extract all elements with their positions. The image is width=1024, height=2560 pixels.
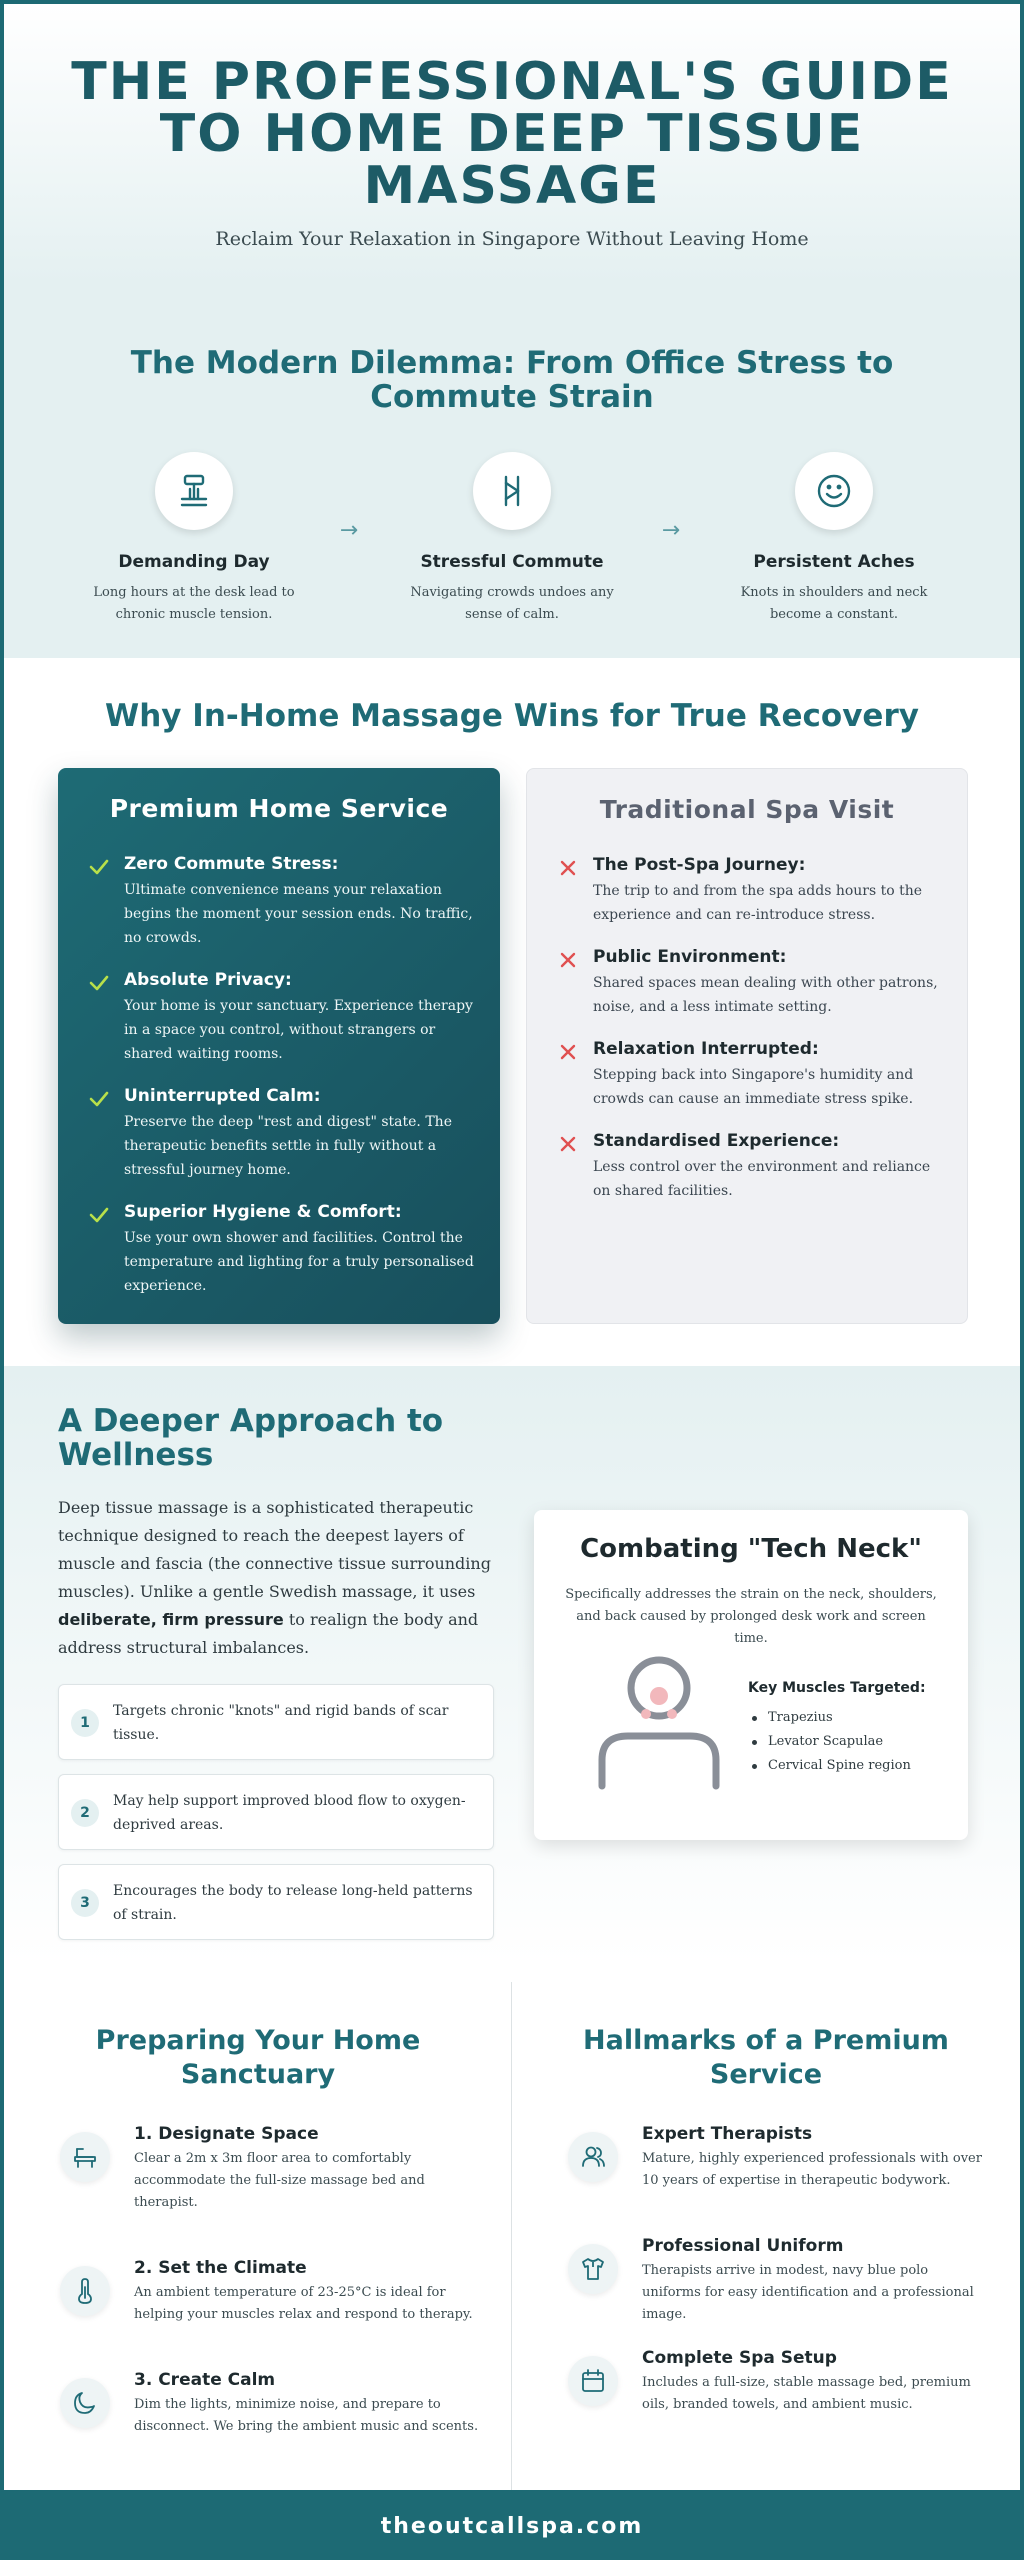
- tech-neck-card: [534, 1510, 968, 1840]
- benefit-text: Targets chronic "knots" and rigid bands of scar tissue.: [113, 1703, 449, 1743]
- feature-desc: Preserve the deep "rest and digest" state. The therapeutic benefits settle in fully without a stressful journey home.: [124, 1114, 452, 1178]
- check-icon: [88, 1088, 110, 1110]
- moon-icon: [60, 2378, 110, 2428]
- item-title: 1. Designate Space: [134, 2124, 319, 2144]
- dilemma-section: [4, 284, 1020, 658]
- feature-title: Absolute Privacy:: [124, 970, 292, 990]
- step-title: Demanding Day: [118, 552, 270, 572]
- why-section: [4, 658, 1020, 1366]
- drawback-title: Public Environment:: [593, 947, 787, 967]
- benefit-text: Encourages the body to release long-held patterns of strain.: [113, 1883, 473, 1923]
- tech-neck-title: Combating "Tech Neck": [580, 1534, 922, 1564]
- spa-drawback: [557, 1131, 947, 1203]
- body-emphasis: deliberate, firm pressure: [58, 1610, 284, 1629]
- cross-icon: [557, 1133, 579, 1155]
- arrow-right-icon: →: [339, 518, 359, 543]
- step-demanding-day: [74, 452, 314, 626]
- why-title: Why In-Home Massage Wins for True Recovery: [105, 698, 919, 734]
- cross-icon: [557, 1041, 579, 1063]
- spa-drawback: [557, 1039, 947, 1111]
- step-title: Stressful Commute: [420, 552, 604, 572]
- train-track-icon: [473, 452, 551, 530]
- item-title: 2. Set the Climate: [134, 2258, 307, 2278]
- drawback-desc: Stepping back into Singapore's humidity and crowds can cause an immediate stress spike.: [593, 1067, 914, 1107]
- item-title: 3. Create Calm: [134, 2370, 276, 2390]
- drawback-title: Relaxation Interrupted:: [593, 1039, 819, 1059]
- muscles-heading: Key Muscles Targeted:: [748, 1680, 926, 1696]
- list-item: Cervical Spine region: [748, 1754, 911, 1778]
- premium-service-card: [58, 768, 500, 1324]
- benefit-item: [58, 1774, 494, 1850]
- step-title: Persistent Aches: [753, 552, 915, 572]
- muscle-list: [748, 1706, 911, 1778]
- item-desc: Includes a full-size, stable massage bed, premium oils, branded towels, and ambient music.: [642, 2375, 971, 2412]
- header: [4, 4, 1020, 284]
- cross-icon: [557, 857, 579, 879]
- benefit-number: 1: [71, 1709, 99, 1737]
- premium-feature: [88, 970, 478, 1066]
- benefit-number: 2: [71, 1799, 99, 1827]
- check-icon: [88, 972, 110, 994]
- page-subtitle: Reclaim Your Relaxation in Singapore Without Leaving Home: [215, 228, 809, 250]
- preparing-item: [60, 2370, 480, 2438]
- step-desc: Navigating crowds undoes any sense of calm.: [410, 585, 614, 622]
- massage-bed-icon: [60, 2132, 110, 2182]
- item-desc: Mature, highly experienced professionals with over 10 years of expertise in therapeutic bodywork.: [642, 2151, 982, 2188]
- preparing-item: [60, 2124, 480, 2214]
- drawback-desc: Less control over the environment and reliance on shared facilities.: [593, 1159, 931, 1199]
- footer-website-link[interactable]: theoutcallspa.com: [380, 2514, 644, 2539]
- page-title: THE PROFESSIONAL'S GUIDE TO HOME DEEP TISSUE MASSAGE: [71, 52, 953, 216]
- step-stressful-commute: [392, 452, 632, 626]
- item-desc: Clear a 2m x 3m floor area to comfortably accommodate the full-size massage bed and therapist.: [134, 2151, 425, 2210]
- card-title: Traditional Spa Visit: [599, 795, 895, 824]
- card-title: Premium Home Service: [109, 794, 449, 823]
- premium-feature: [88, 1086, 478, 1182]
- users-icon: [568, 2132, 618, 2182]
- feature-title: Zero Commute Stress:: [124, 854, 339, 874]
- hallmark-item: [568, 2236, 988, 2326]
- list-item: Trapezius: [748, 1706, 911, 1730]
- shirt-icon: [568, 2244, 618, 2294]
- benefit-text: May help support improved blood flow to oxygen-deprived areas.: [113, 1793, 466, 1833]
- premium-feature: [88, 1202, 478, 1298]
- hallmark-item: [568, 2348, 988, 2416]
- column-divider: [511, 1982, 512, 2490]
- item-title: Expert Therapists: [642, 2124, 813, 2144]
- drawback-desc: Shared spaces mean dealing with other patrons, noise, and a less intimate setting.: [593, 975, 938, 1015]
- deeper-body: [58, 1494, 502, 1662]
- office-chair-icon: [155, 452, 233, 530]
- arrow-right-icon: →: [661, 518, 681, 543]
- item-title: Professional Uniform: [642, 2236, 844, 2256]
- benefit-number: 3: [71, 1889, 99, 1917]
- person-neck-icon: [594, 1650, 724, 1790]
- benefit-item: [58, 1684, 494, 1760]
- list-item: Levator Scapulae: [748, 1730, 911, 1754]
- preparing-item: [60, 2258, 480, 2326]
- item-desc: An ambient temperature of 23-25°C is ideal for helping your muscles relax and respond to therapy.: [134, 2285, 473, 2322]
- preparing-title: Preparing Your Home Sanctuary: [95, 2025, 421, 2090]
- premium-feature: [88, 854, 478, 950]
- cross-icon: [557, 949, 579, 971]
- step-desc: Long hours at the desk lead to chronic muscle tension.: [93, 585, 295, 622]
- bottom-columns: [4, 1964, 1020, 2490]
- check-icon: [88, 856, 110, 878]
- drawback-title: Standardised Experience:: [593, 1131, 840, 1151]
- calendar-icon: [568, 2356, 618, 2406]
- body-text: Deep tissue massage is a sophisticated therapeutic technique designed to reach the deepest layers of muscle and fascia (the connective tissue surrounding muscles). Unlike a gentle Swedish massage, it uses: [58, 1498, 491, 1601]
- step-persistent-aches: [714, 452, 954, 626]
- thermometer-icon: [60, 2266, 110, 2316]
- deeper-approach-section: [4, 1366, 1020, 1964]
- feature-title: Superior Hygiene & Comfort:: [124, 1202, 402, 1222]
- feature-title: Uninterrupted Calm:: [124, 1086, 321, 1106]
- footer: [4, 2490, 1020, 2560]
- hallmarks-title: Hallmarks of a Premium Service: [583, 2025, 949, 2090]
- spa-drawback: [557, 947, 947, 1019]
- body-text: to realign the body and address structural imbalances.: [58, 1610, 479, 1657]
- smiley-face-icon: [795, 452, 873, 530]
- feature-desc: Use your own shower and facilities. Control the temperature and lighting for a truly personalised experience.: [124, 1230, 474, 1294]
- feature-desc: Ultimate convenience means your relaxation begins the moment your session ends. No traffic, no crowds.: [124, 882, 473, 946]
- spa-drawback: [557, 855, 947, 927]
- item-title: Complete Spa Setup: [642, 2348, 837, 2368]
- tech-neck-desc: Specifically addresses the strain on the neck, shoulders, and back caused by prolonged desk work and screen time.: [565, 1587, 937, 1646]
- hallmark-item: [568, 2124, 988, 2192]
- item-desc: Therapists arrive in modest, navy blue polo uniforms for easy identification and a professional image.: [642, 2263, 974, 2322]
- deeper-title: A Deeper Approach to Wellness: [58, 1403, 444, 1473]
- feature-desc: Your home is your sanctuary. Experience therapy in a space you control, without strangers or shared waiting rooms.: [124, 998, 473, 1062]
- dilemma-title: The Modern Dilemma: From Office Stress to Commute Strain: [130, 345, 894, 415]
- item-desc: Dim the lights, minimize noise, and prepare to disconnect. We bring the ambient music and scents.: [134, 2397, 479, 2434]
- drawback-title: The Post-Spa Journey:: [593, 855, 806, 875]
- step-desc: Knots in shoulders and neck become a constant.: [740, 585, 928, 622]
- benefit-item: [58, 1864, 494, 1940]
- traditional-spa-card: [526, 768, 968, 1324]
- check-icon: [88, 1204, 110, 1226]
- drawback-desc: The trip to and from the spa adds hours to the experience and can re-introduce stress.: [593, 883, 923, 923]
